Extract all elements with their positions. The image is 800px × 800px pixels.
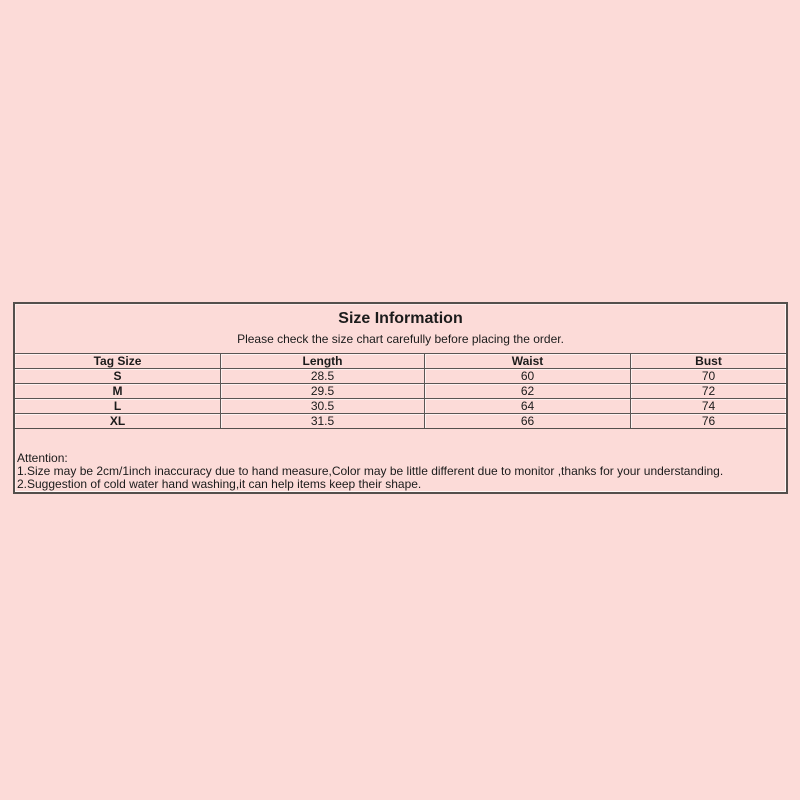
cell-xl-tag: XL bbox=[15, 413, 220, 428]
cell-l-tag: L bbox=[15, 398, 220, 413]
header-cell-length: Length bbox=[220, 353, 424, 368]
cell-l-bust: 74 bbox=[630, 398, 786, 413]
attention-line-1: 1.Size may be 2cm/1inch inaccuracy due to hand measure,Color may be little different due to monitor ,thanks for your understanding. bbox=[17, 464, 724, 478]
cell-l-length: 30.5 bbox=[220, 398, 424, 413]
cell-l-waist: 64 bbox=[424, 398, 630, 413]
cell-s-tag: S bbox=[15, 368, 220, 383]
cell-xl-bust: 76 bbox=[630, 413, 786, 428]
size-row-m bbox=[15, 383, 786, 398]
size-chart-notice: Please check the size chart carefully before placing the order. bbox=[237, 332, 564, 346]
cell-m-bust: 72 bbox=[630, 383, 786, 398]
size-row-l bbox=[15, 398, 786, 413]
size-row-xl bbox=[15, 413, 786, 428]
cell-s-length: 28.5 bbox=[220, 368, 424, 383]
cell-s-waist: 60 bbox=[424, 368, 630, 383]
cell-m-waist: 62 bbox=[424, 383, 630, 398]
attention-heading: Attention: bbox=[17, 451, 68, 465]
header-cell-bust: Bust bbox=[630, 353, 786, 368]
size-table bbox=[15, 353, 786, 429]
size-table-header-row bbox=[15, 353, 786, 368]
size-row-s bbox=[15, 368, 786, 383]
cell-xl-waist: 66 bbox=[424, 413, 630, 428]
cell-m-tag: M bbox=[15, 383, 220, 398]
attention-line-2: 2.Suggestion of cold water hand washing,it can help items keep their shape. bbox=[17, 477, 422, 491]
size-information-panel bbox=[13, 302, 788, 494]
attention-note bbox=[17, 452, 782, 491]
cell-m-length: 29.5 bbox=[220, 383, 424, 398]
size-information-title: Size Information bbox=[338, 310, 463, 327]
header-cell-tag-size: Tag Size bbox=[15, 353, 220, 368]
cell-xl-length: 31.5 bbox=[220, 413, 424, 428]
cell-s-bust: 70 bbox=[630, 368, 786, 383]
header-cell-waist: Waist bbox=[424, 353, 630, 368]
